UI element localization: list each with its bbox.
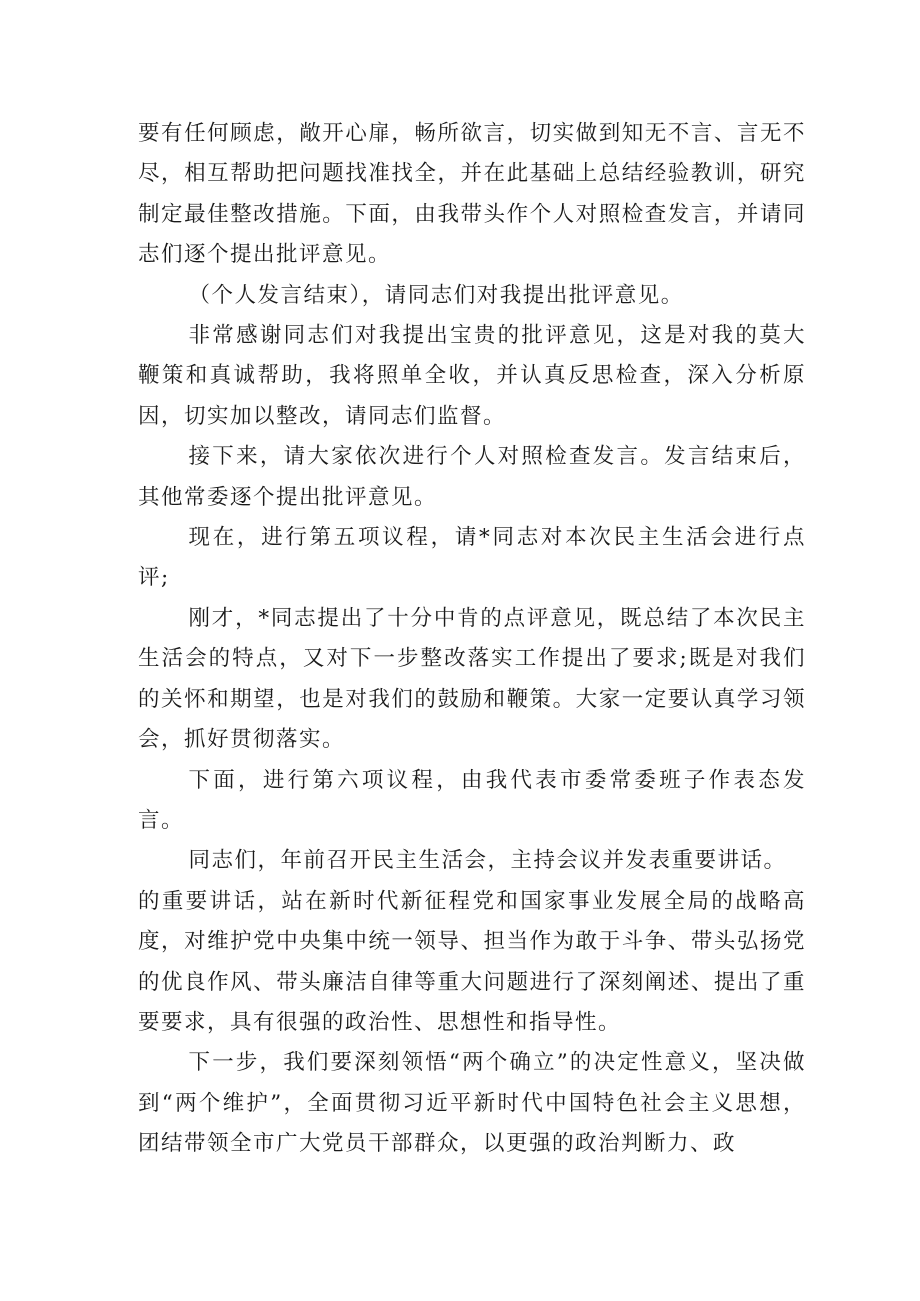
paragraph-9: 的重要讲话，站在新时代新征程党和国家事业发展全局的战略高度，对维护党中央集中统一领导、担当作为敢于斗争、带头弘扬党的优良作风、带头廉洁自律等重大问题进行了深刻阐述、提出了重要要求，具有很强的政治性、思想性和指导性。 [138,888,806,1035]
document-body [138,114,806,1165]
paragraph-6: 刚才，*同志提出了十分中肯的点评意见，既总结了本次民主生活会的特点，又对下一步整改落实工作提出了要求;既是对我们的关怀和期望，也是对我们的鼓励和鞭策。大家一定要认真学习领会，抓好贯彻落实。 [138,605,806,753]
paragraph-10: 下一步，我们要深刻领悟“两个确立”的决定性意义，坚决做到“两个维护”，全面贯彻习近平新时代中国特色社会主义思想，团结带领全市广大党员干部群众，以更强的政治判断力、政 [138,1050,806,1157]
paragraph-5: 现在，进行第五项议程，请*同志对本次民主生活会进行点评; [138,525,806,591]
paragraph-3: 非常感谢同志们对我提出宝贵的批评意见，这是对我的莫大鞭策和真诚帮助，我将照单全收，并认真反思检查，深入分析原因，切实加以整改，请同志们监督。 [138,323,806,429]
paragraph-1: 要有任何顾虑，敞开心扉，畅所欲言，切实做到知无不言、言无不尽，相互帮助把问题找准找全，并在此基础上总结经验教训，研究制定最佳整改措施。下面，由我带头作个人对照检查发言，并请同志们逐个提出批评意见。 [138,121,806,268]
paragraph-4: 接下来，请大家依次进行个人对照检查发言。发言结束后，其他常委逐个提出批评意见。 [138,444,806,510]
paragraph-8: 同志们，年前召开民主生活会，主持会议并发表重要讲话。 [188,848,787,874]
paragraph-2: （个人发言结束），请同志们对我提出批评意见。 [188,282,684,308]
paragraph-7: 下面，进行第六项议程，由我代表市委常委班子作表态发言。 [138,767,806,833]
